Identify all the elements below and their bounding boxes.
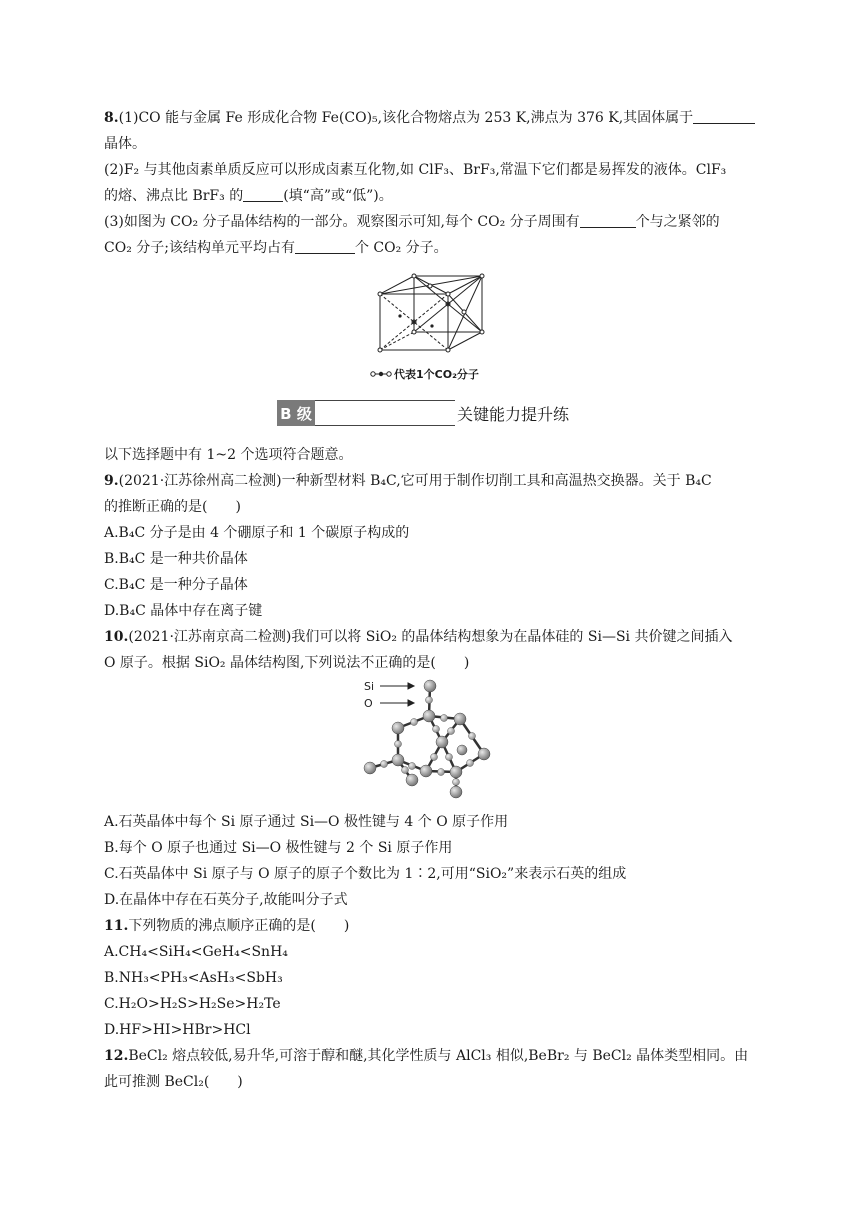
q8-line-5 [104, 212, 720, 232]
section-b-rule [315, 400, 455, 426]
q10-option-c[interactable]: C.石英晶体中 Si 原子与 O 原子的原子个数比为 1∶2,可用“SiO₂”来表示石英的组成 [104, 866, 627, 882]
q10-line-1 [104, 627, 732, 647]
q10-option-a[interactable]: A.石英晶体中每个 Si 原子通过 Si—O 极性键与 4 个 O 原子作用 [104, 814, 509, 830]
q12-stem-1: BeCl₂ 熔点较低,易升华,可溶于醇和醚,其化学性质与 AlCl₃ 相似,BeBr₂ 与 BeCl₂ 晶体类型相同。由 [128, 1048, 749, 1064]
section-b-header [277, 400, 569, 426]
q8-part3-text-a: (3)如图为 CO₂ 分子晶体结构的一部分。观察图示可知,每个 CO₂ 分子周围有 [104, 214, 580, 230]
q9-option-c[interactable]: C.B₄C 是一种分子晶体 [104, 577, 248, 593]
q10-option-d[interactable]: D.在晶体中存在石英分子,故能叫分子式 [104, 892, 348, 908]
q8-part1-text: (1)CO 能与金属 Fe 形成化合物 Fe(CO)₅,该化合物熔点为 253 K,沸点为 376 K,其固体属于 [118, 110, 694, 126]
q8-line-1 [104, 108, 755, 128]
q10-stem-1: (2021·江苏南京高二检测)我们可以将 SiO₂ 的晶体结构想象为在晶体硅的 Si—Si 共价键之间插入 [128, 629, 733, 645]
co2-molecule-icon [370, 369, 392, 379]
q8-part2-text-b: (填“高”或“低”)。 [283, 188, 393, 204]
legend-si-label: Si [364, 680, 375, 693]
q8-line-3: (2)F₂ 与其他卤素单质反应可以形成卤素互化物,如 ClF₃、BrF₃,常温下它们都是易挥发的液体。ClF₃ [104, 162, 727, 178]
q10-number: 10. [104, 629, 129, 645]
q10-option-b[interactable]: B.每个 O 原子也通过 Si—O 极性键与 2 个 Si 原子作用 [104, 840, 453, 856]
q11-number: 11. [104, 918, 129, 934]
q10-line-2: O 原子。根据 SiO₂ 晶体结构图,下列说法不正确的是( ) [104, 655, 470, 671]
q8-blank-1[interactable] [693, 109, 755, 124]
q8-line-6 [104, 238, 448, 258]
q11-option-d[interactable]: D.HF>HI>HBr>HCl [104, 1022, 251, 1038]
legend-o-label: O [364, 697, 373, 710]
q11-option-a[interactable]: A.CH₄<SiH₄<GeH₄<SnH₄ [104, 944, 288, 960]
q9-stem-1: (2021·江苏徐州高二检测)一种新型材料 B₄C,它可用于制作切削工具和高温热交换器。关于 B₄C [118, 473, 712, 489]
q8-part2-text-a: 的熔、沸点比 BrF₃ 的 [104, 188, 244, 204]
q8-blank-4[interactable] [295, 239, 355, 254]
q11-option-b[interactable]: B.NH₃<PH₃<AsH₃<SbH₃ [104, 970, 283, 986]
co2-figure-caption: 代表1个CO₂分子 [394, 368, 479, 381]
q12-line-1 [104, 1046, 748, 1066]
q12-number: 12. [104, 1048, 129, 1064]
q8-line-4 [104, 186, 393, 206]
q9-option-b[interactable]: B.B₄C 是一种共价晶体 [104, 551, 248, 567]
q9-line-2: 的推断正确的是( ) [104, 499, 241, 515]
q9-option-a[interactable]: A.B₄C 分子是由 4 个硼原子和 1 个碳原子构成的 [104, 525, 410, 541]
q9-option-d[interactable]: D.B₄C 晶体中存在离子键 [104, 603, 263, 619]
q9-number: 9. [104, 473, 119, 489]
q11-line-1 [104, 916, 349, 936]
q9-line-1 [104, 471, 712, 491]
section-b-badge: B 级 [277, 400, 315, 426]
q11-stem: 下列物质的沸点顺序正确的是( ) [128, 918, 350, 934]
q8-part3-text-d: 个 CO₂ 分子。 [354, 240, 448, 256]
q8-part3-text-b: 个与之紧邻的 [635, 214, 720, 230]
q8-part3-text-c: CO₂ 分子;该结构单元平均占有 [104, 240, 295, 256]
section-b-title: 关键能力提升练 [457, 404, 570, 424]
section-intro: 以下选择题中有 1~2 个选项符合题意。 [104, 447, 353, 463]
q11-option-c[interactable]: C.H₂O>H₂S>H₂Se>H₂Te [104, 996, 281, 1012]
q8-blank-3[interactable] [580, 213, 636, 228]
co2-crystal-figure [372, 268, 492, 360]
q8-number: 8. [104, 110, 119, 126]
q12-line-2: 此可推测 BeCl₂( ) [104, 1074, 243, 1090]
sio2-structure-figure [356, 676, 506, 804]
q8-blank-2[interactable] [243, 187, 283, 202]
q8-line-2: 晶体。 [104, 136, 146, 152]
